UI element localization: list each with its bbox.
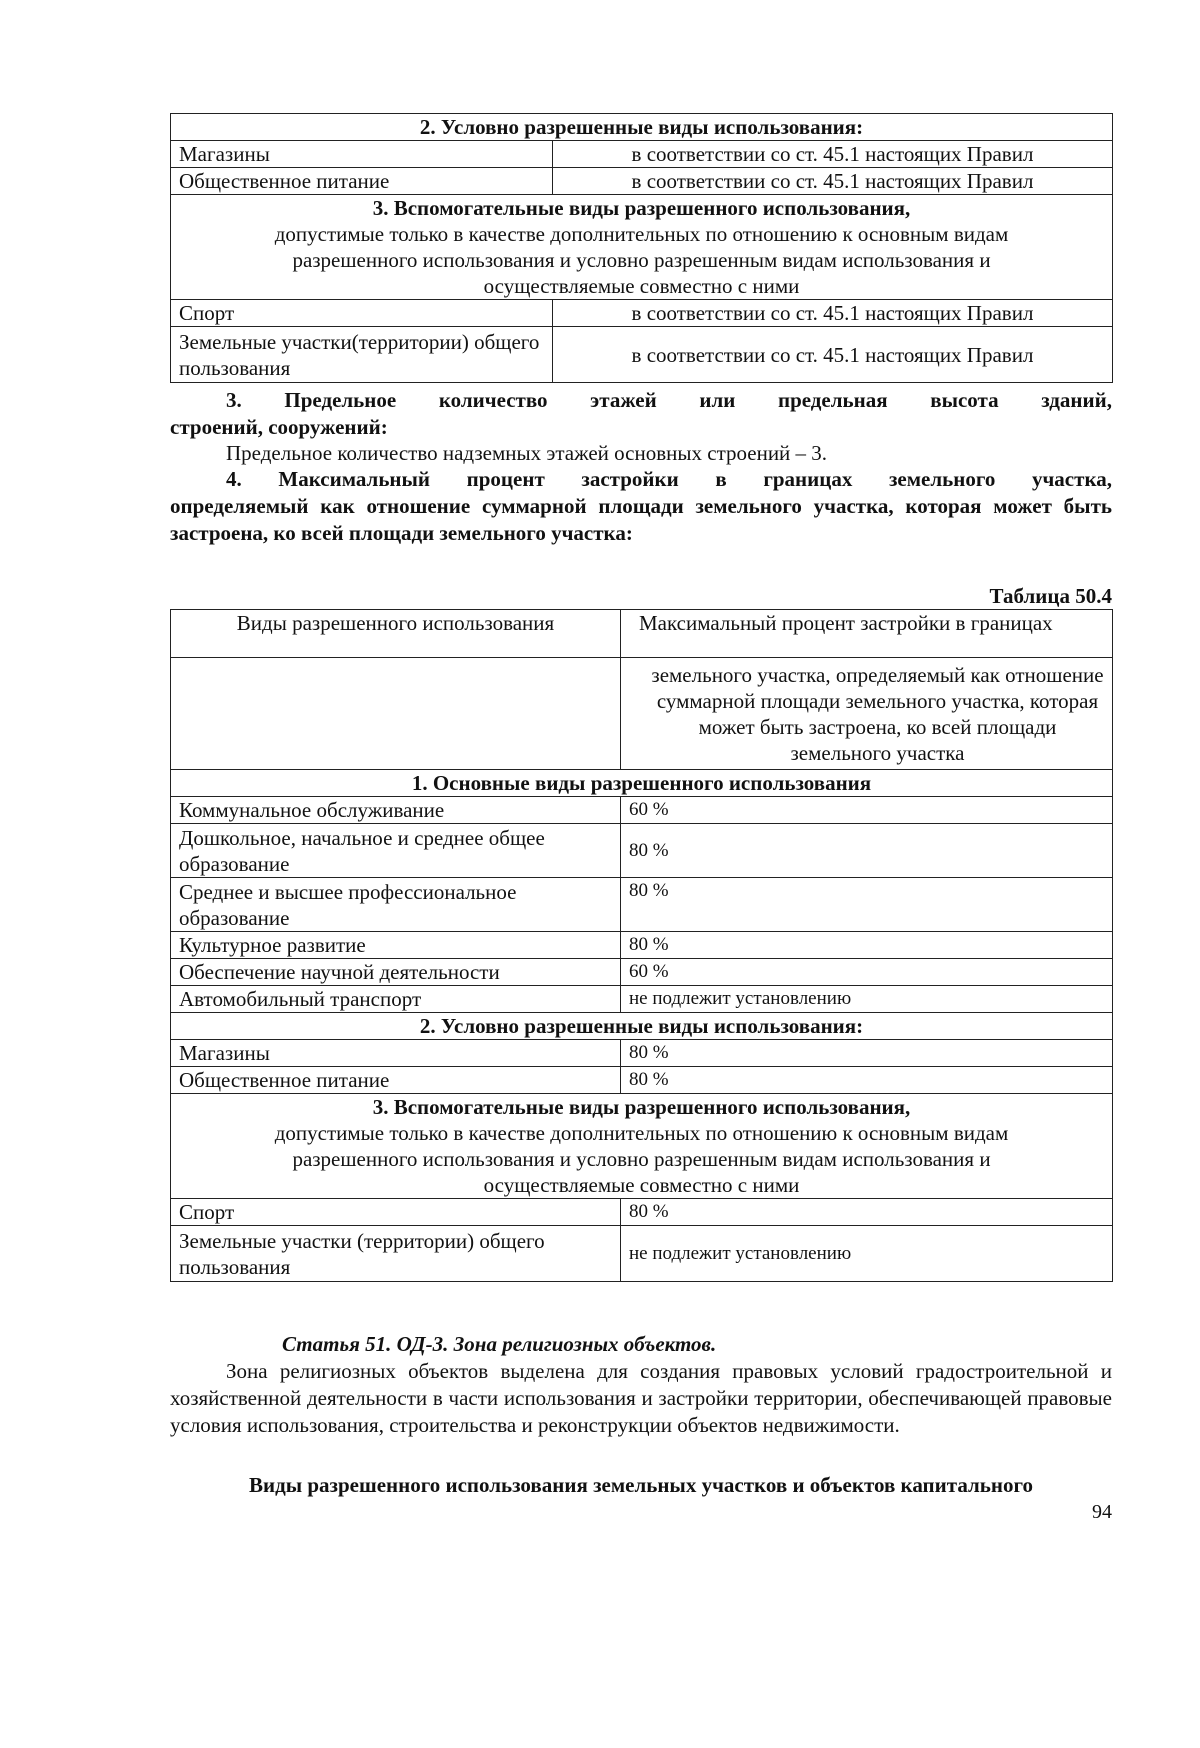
article-text: Зона религиозных объектов выделена для создания правовых условий градостроительной и хозяйственной деятельности в части использования и застройки территории, обеспечивающей правовые условия использования, строительства и реконструкции объектов недвижимости. bbox=[170, 1359, 1112, 1437]
item-3-text: Предельное количество надземных этажей основных строений – 3. bbox=[226, 441, 828, 465]
use-value: в соответствии со ст. 45.1 настоящих Правил bbox=[553, 141, 1113, 168]
use-name: Магазины bbox=[171, 141, 553, 168]
use-value: не подлежит установлению bbox=[621, 1226, 1113, 1282]
section-3-title: 3. Вспомогательные виды разрешенного использования, bbox=[372, 196, 911, 220]
table-row bbox=[171, 959, 1113, 986]
section-3-subtitle-2: разрешенного использования и условно разрешенным видам использования и bbox=[292, 248, 991, 272]
section-3-title: 3. Вспомогательные виды разрешенного использования, bbox=[372, 1095, 911, 1119]
section-3-subtitle-1: допустимые только в качестве дополнительных по отношению к основным видам bbox=[274, 222, 1009, 246]
use-value: в соответствии со ст. 45.1 настоящих Правил bbox=[553, 327, 1113, 383]
use-value: 60 % bbox=[621, 959, 1113, 986]
heading-word: процент bbox=[466, 467, 545, 491]
use-name: Коммунальное обслуживание bbox=[171, 797, 621, 824]
heading-word: застройки bbox=[581, 467, 679, 491]
use-name: Спорт bbox=[171, 300, 553, 327]
table-row bbox=[171, 1067, 1113, 1094]
article-title: Статья 51. ОД-3. Зона религиозных объектов. bbox=[282, 1332, 717, 1356]
item-4-heading-cont: определяемый как отношение суммарной площади земельного участка, которая может быть застроена, ко всей площади земельного участка: bbox=[170, 494, 1112, 545]
section-heading: Виды разрешенного использования земельных участков и объектов капитального bbox=[248, 1473, 1034, 1497]
heading-word: земельного bbox=[888, 467, 996, 491]
heading-word: участка, bbox=[1031, 467, 1112, 491]
section-2-title: 2. Условно разрешенные виды использования: bbox=[171, 1013, 1113, 1040]
document-page bbox=[170, 113, 1112, 1525]
item-4-heading bbox=[170, 466, 1112, 493]
use-value: 80 % bbox=[621, 932, 1113, 959]
section-3-subtitle-1: допустимые только в качестве дополнительных по отношению к основным видам bbox=[274, 1121, 1009, 1145]
use-value: не подлежит установлению bbox=[621, 986, 1113, 1013]
use-name: Общественное питание bbox=[171, 1067, 621, 1094]
item-number: 4. bbox=[226, 467, 242, 491]
section-1-title: 1. Основные виды разрешенного использования bbox=[171, 770, 1113, 797]
table-row bbox=[171, 932, 1113, 959]
table-row bbox=[171, 1226, 1113, 1282]
header-right: Максимальный процент застройки в границах bbox=[621, 610, 1113, 658]
item-3-heading bbox=[170, 387, 1112, 414]
use-value: 80 % bbox=[621, 824, 1113, 878]
heading-word: высота bbox=[930, 388, 999, 412]
building-percent-table bbox=[170, 609, 1113, 1282]
use-name: Обеспечение научной деятельности bbox=[171, 959, 621, 986]
use-value: в соответствии со ст. 45.1 настоящих Правил bbox=[553, 168, 1113, 195]
table-row bbox=[171, 824, 1113, 878]
item-3-heading-cont: строений, сооружений: bbox=[170, 415, 388, 439]
table-row bbox=[171, 797, 1113, 824]
table-row bbox=[171, 141, 1113, 168]
zone-uses-table bbox=[170, 113, 1113, 383]
item-4 bbox=[170, 466, 1112, 547]
table-row bbox=[171, 300, 1113, 327]
use-name: Общественное питание bbox=[171, 168, 553, 195]
use-name: Земельные участки(территории) общего пользования bbox=[171, 327, 553, 383]
header-left: Виды разрешенного использования bbox=[171, 610, 621, 658]
use-value: 80 % bbox=[621, 878, 1113, 932]
heading-word: границах bbox=[763, 467, 853, 491]
use-name: Дошкольное, начальное и среднее общее образование bbox=[171, 824, 621, 878]
use-name: Магазины bbox=[171, 1040, 621, 1067]
section-3-header bbox=[171, 1094, 1113, 1199]
section-3-subtitle-3: осуществляемые совместно с ними bbox=[483, 1173, 800, 1197]
page-number: 94 bbox=[1092, 1501, 1112, 1523]
use-name: Среднее и высшее профессиональное образование bbox=[171, 878, 621, 932]
heading-word: в bbox=[715, 467, 727, 491]
section-2-title: 2. Условно разрешенные виды использования: bbox=[171, 114, 1113, 141]
heading-word: зданий, bbox=[1041, 388, 1112, 412]
header-empty bbox=[171, 658, 621, 770]
table-caption: Таблица 50.4 bbox=[989, 584, 1112, 608]
heading-word: этажей bbox=[590, 388, 657, 412]
section-3-subtitle-3: осуществляемые совместно с ними bbox=[483, 274, 800, 298]
section-3-header bbox=[171, 195, 1113, 300]
table-row bbox=[171, 1040, 1113, 1067]
table-row bbox=[171, 168, 1113, 195]
use-value: 80 % bbox=[621, 1040, 1113, 1067]
use-name: Культурное развитие bbox=[171, 932, 621, 959]
use-value: в соответствии со ст. 45.1 настоящих Правил bbox=[553, 300, 1113, 327]
table-row bbox=[171, 878, 1113, 932]
header-right-cont: земельного участка, определяемый как отношение суммарной площади земельного участка, которая может быть застроена, ко всей площади земельного участка bbox=[621, 658, 1113, 770]
table-row bbox=[171, 327, 1113, 383]
heading-word: Максимальный bbox=[278, 467, 431, 491]
item-number: 3. bbox=[226, 388, 242, 412]
use-name: Спорт bbox=[171, 1199, 621, 1226]
use-value: 60 % bbox=[621, 797, 1113, 824]
use-value: 80 % bbox=[621, 1067, 1113, 1094]
heading-word: предельная bbox=[777, 388, 888, 412]
heading-word: количество bbox=[438, 388, 548, 412]
use-value: 80 % bbox=[621, 1199, 1113, 1226]
table-row bbox=[171, 986, 1113, 1013]
section-3-subtitle-2: разрешенного использования и условно разрешенным видам использования и bbox=[292, 1147, 991, 1171]
use-name: Земельные участки (территории) общего пользования bbox=[171, 1226, 621, 1282]
heading-word: или bbox=[699, 388, 736, 412]
use-name: Автомобильный транспорт bbox=[171, 986, 621, 1013]
table-row bbox=[171, 1199, 1113, 1226]
heading-word: Предельное bbox=[284, 388, 397, 412]
item-3 bbox=[170, 387, 1112, 466]
